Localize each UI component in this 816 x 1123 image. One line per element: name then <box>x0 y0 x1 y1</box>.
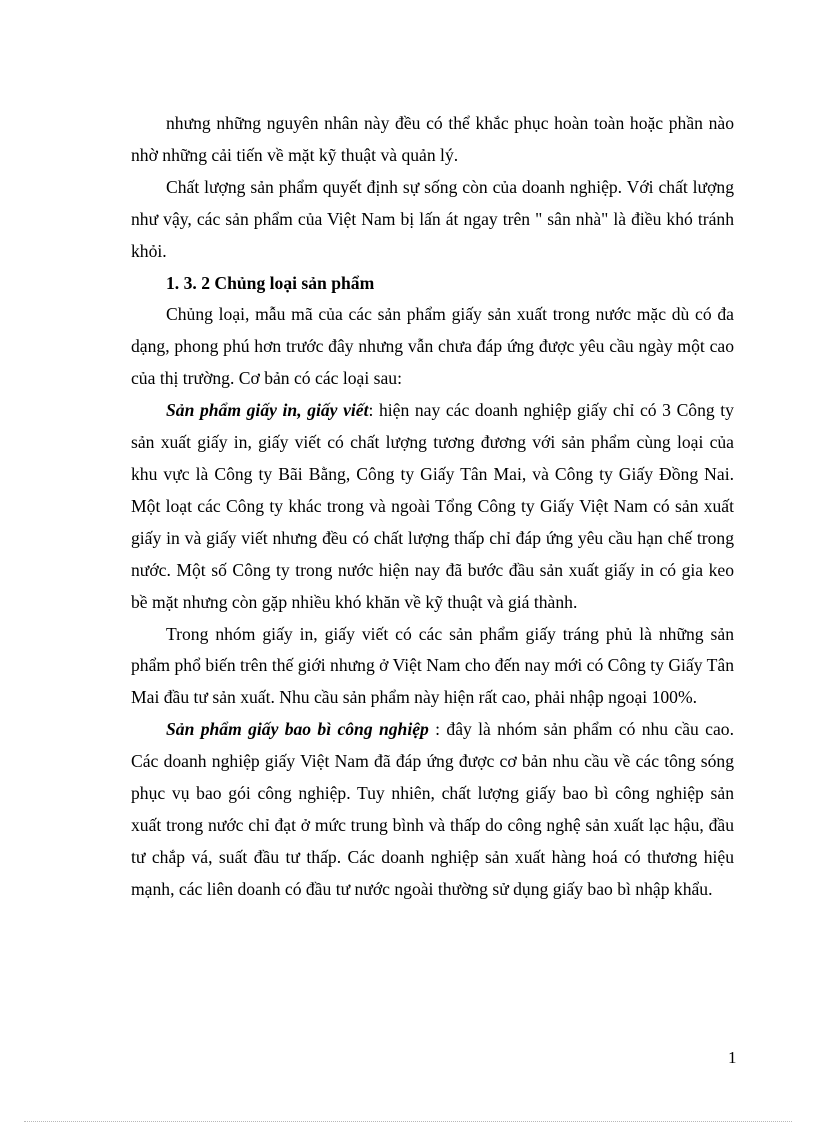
paragraph-product-types: Chủng loại, mẫu mã của các sản phẩm giấy sản xuất trong nước mặc dù có đa dạng, phong phú hơn trước đây nhưng vẫn chưa đáp ứng được yêu cầu ngày một cao của thị trường. Cơ bản có các loại sau: <box>131 304 734 389</box>
paragraph-continuation: nhưng những nguyên nhân này đều có thể khắc phục hoàn toàn hoặc phần nào nhờ những cải tiến về mặt kỹ thuật và quản lý. <box>131 113 734 165</box>
paragraph-coated-paper: Trong nhóm giấy in, giấy viết có các sản phẩm giấy tráng phủ là những sản phẩm phổ biến trên thế giới nhưng ở Việt Nam cho đến nay mới có Công ty Giấy Tân Mai đầu tư sản xuất. Nhu cầu sản phẩm này hiện rất cao, phải nhập ngoại 100%. <box>131 623 734 708</box>
packaging-paper-body: : đây là nhóm sản phẩm có nhu cầu cao. Các doanh nghiệp giấy Việt Nam đã đáp ứng được cơ bản nhu cầu về các tông sóng phục vụ bao gói công nghiệp. Tuy nhiên, chất lượng giấy bao bì công nghiệp sản xuất trong nước chỉ đạt ở mức trung bình và thấp do công nghệ sản xuất lạc hậu, đầu tư chắp vá, suất đầu tư thấp. Các doanh nghiệp sản xuất hàng hoá có thương hiệu mạnh, các liên doanh có đầu tư nước ngoài thường sử dụng giấy bao bì nhập khẩu. <box>131 719 734 899</box>
document-body <box>131 108 734 906</box>
page-number: 1 <box>728 1048 737 1067</box>
section-heading: 1. 3. 2 Chủng loại sản phẩm <box>166 272 375 293</box>
printing-paper-body: : hiện nay các doanh nghiệp giấy chỉ có 3 Công ty sản xuất giấy in, giấy viết có chất lượng tương đương với sản phẩm cùng loại của khu vực là Công ty Bãi Bằng, Công ty Giấy Tân Mai, và Công ty Giấy Đồng Nai. Một loạt các Công ty khác trong và ngoài Tổng Công ty Giấy Việt Nam có sản xuất giấy in và giấy viết nhưng đều có chất lượng thấp chỉ đáp ứng yêu cầu hạn chế trong nước. Một số Công ty trong nước hiện nay đã bước đầu sản xuất giấy in có gia keo bề mặt nhưng còn gặp nhiều khó khăn về kỹ thuật và giá thành. <box>131 400 734 612</box>
packaging-paper-lead: Sản phẩm giấy bao bì công nghiệp <box>166 719 429 740</box>
paragraph-product-quality: Chất lượng sản phẩm quyết định sự sống còn của doanh nghiệp. Với chất lượng như vậy, các sản phẩm của Việt Nam bị lấn át ngay trên " sân nhà" là điều khó tránh khỏi. <box>131 176 734 261</box>
paragraph-packaging-paper <box>131 714 734 905</box>
paragraph-printing-paper <box>131 395 734 618</box>
page-bottom-divider <box>24 1121 792 1122</box>
printing-paper-lead: Sản phẩm giấy in, giấy viết <box>166 400 369 421</box>
